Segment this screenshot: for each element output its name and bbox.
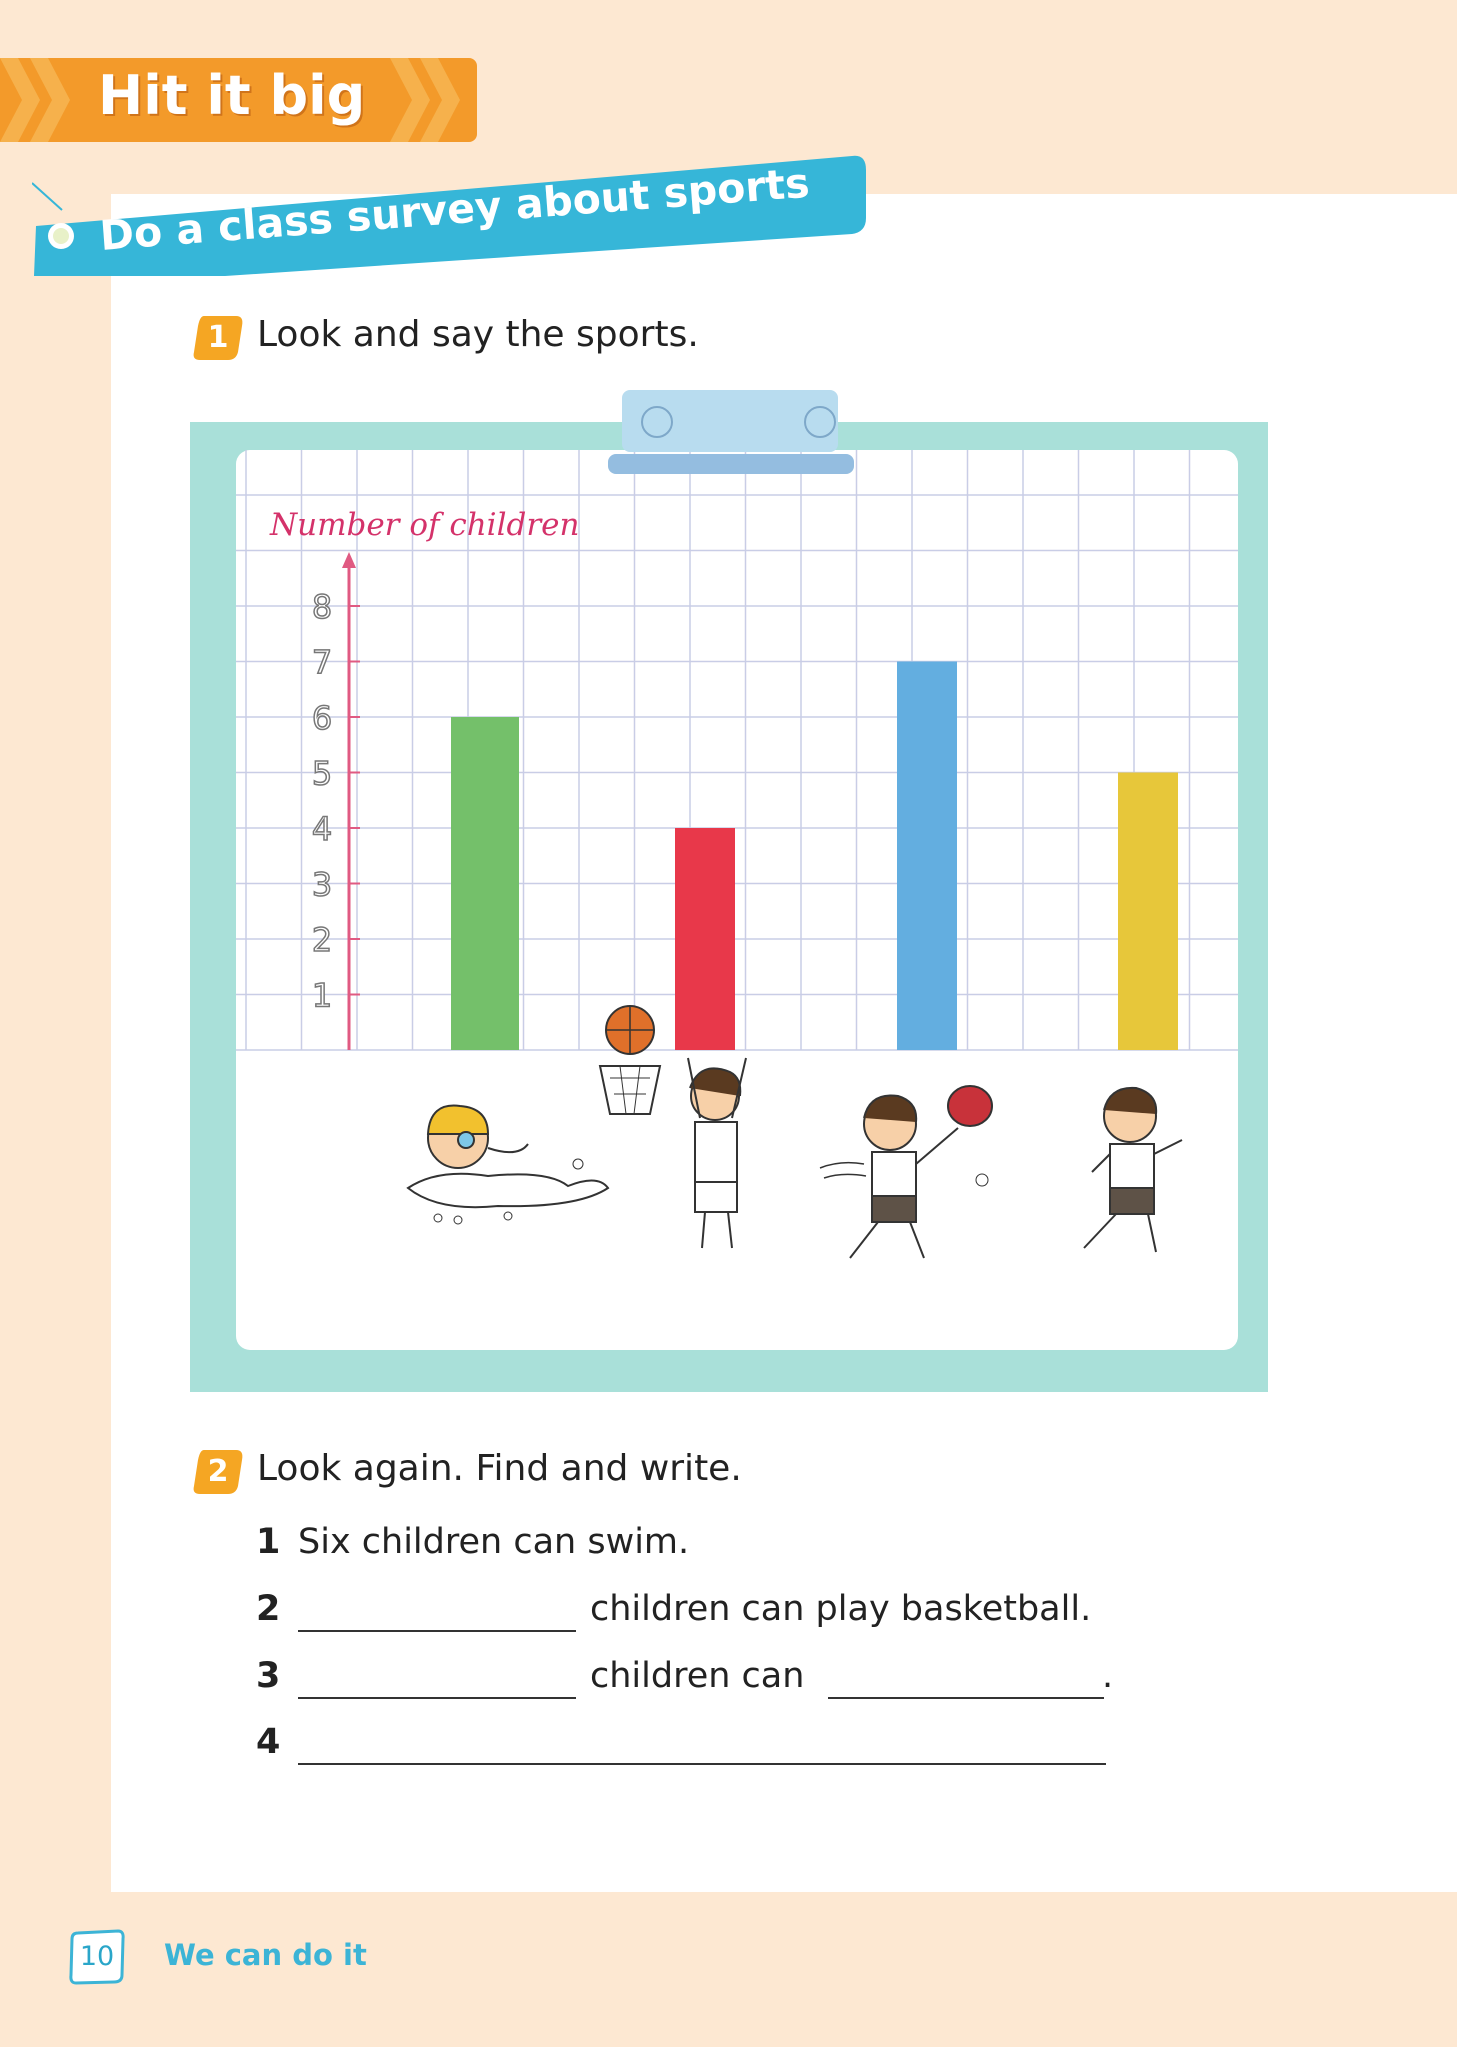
title-banner — [0, 58, 477, 142]
y-tick-label: 8 — [311, 588, 333, 626]
item-3-end: . — [1102, 1656, 1114, 1696]
activity-2-instruction: Look again. Find and write. — [257, 1448, 742, 1489]
activity-2-badge — [192, 1448, 244, 1496]
board-paper — [236, 450, 1238, 1350]
activity-1-number: 1 — [207, 320, 229, 355]
item-2-number: 2 — [256, 1589, 281, 1629]
y-tick-label: 4 — [311, 810, 333, 848]
activity-1-instruction: Look and say the sports. — [257, 314, 699, 355]
item-2-blank[interactable] — [298, 1630, 576, 1632]
item-3-blank-2[interactable] — [828, 1697, 1104, 1699]
page-number: 10 — [79, 1941, 115, 1972]
activity-1-badge — [192, 314, 244, 362]
y-tick-label: 1 — [311, 976, 333, 1015]
page-number-box — [68, 1929, 126, 1985]
y-axis-label: Number of children — [270, 507, 580, 543]
item-1-number: 1 — [256, 1522, 281, 1562]
item-3-text: children can — [590, 1656, 805, 1696]
section-subtitle: Do a class survey about sports — [98, 158, 812, 260]
y-tick-label: 7 — [311, 643, 333, 682]
item-3-blank-1[interactable] — [298, 1697, 576, 1699]
bar-swim — [451, 717, 519, 1050]
bar-play-table-tennis — [897, 662, 957, 1051]
item-4-number: 4 — [256, 1722, 281, 1762]
activity-2-number: 2 — [207, 1454, 229, 1489]
item-1-text: Six children can swim. — [298, 1522, 690, 1562]
page-title: Hit it big — [98, 64, 366, 127]
clip-base — [608, 454, 854, 474]
unit-title: We can do it — [164, 1938, 367, 1972]
bar-chart-board — [190, 388, 1270, 1393]
y-tick-label: 5 — [311, 754, 333, 793]
y-tick-label: 3 — [311, 865, 333, 904]
y-tick-label: 6 — [311, 699, 333, 737]
item-4-blank[interactable] — [298, 1763, 1106, 1765]
item-3-number: 3 — [256, 1656, 281, 1696]
bar-play-basketball — [675, 828, 735, 1050]
item-2-text: children can play basketball. — [590, 1589, 1092, 1629]
y-tick-label: 2 — [311, 921, 333, 959]
bar-run — [1118, 773, 1178, 1051]
